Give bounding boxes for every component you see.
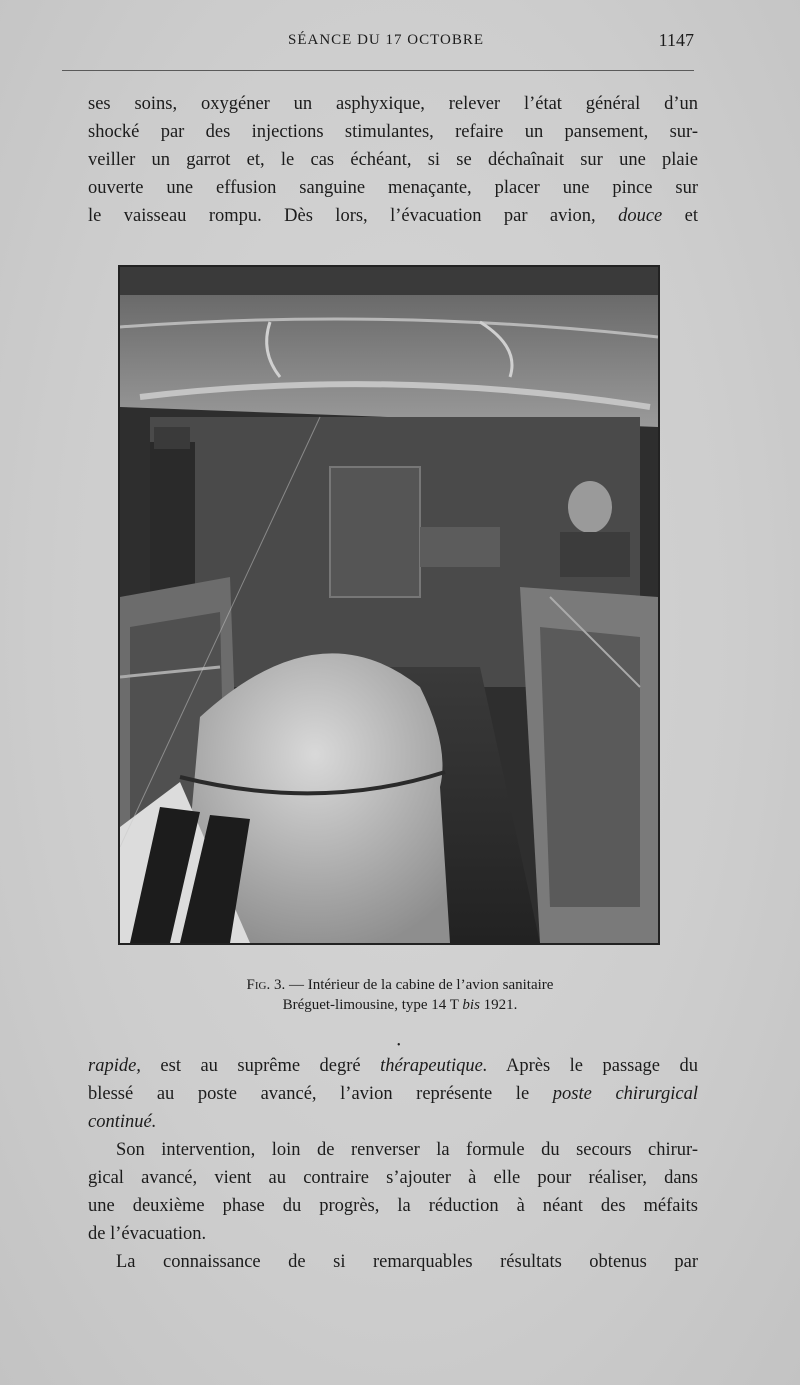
italic-word: rapide, (88, 1056, 141, 1076)
figure-photograph (118, 265, 660, 945)
text-span: et (684, 206, 699, 226)
paragraph-continued (88, 1052, 698, 1136)
text-line: shocké par des injections stimulantes, refaire un pansement, sur- (88, 122, 698, 142)
text-span: le vaisseau rompu. Dès lors, l’évacuation par avion, (88, 206, 596, 226)
paragraph-top (88, 90, 698, 230)
caption-text: Bréguet-limousine, type 14 T (282, 997, 459, 1013)
text-span: Après le passage du (505, 1056, 698, 1076)
paragraph-2 (88, 1136, 698, 1248)
figure-label: Fig. 3. (246, 977, 286, 993)
caption-text: — Intérieur de la cabine de l’avion sanitaire (288, 977, 554, 993)
caption-italic: bis (462, 997, 480, 1013)
cabin-photo-illustration (120, 267, 658, 943)
text-line: gical avancé, vient au contraire s’ajouter à elle pour réaliser, dans (88, 1168, 698, 1188)
text-line: ses soins, oxygéner un asphyxique, relever l’état général d’un (88, 94, 698, 114)
caption-line (150, 995, 650, 1015)
text-line: une deuxième phase du progrès, la réduction à néant des méfaits (88, 1196, 698, 1216)
ornament-dot: • (397, 1040, 401, 1051)
text-line: ouverte une effusion sanguine menaçante, placer une pince sur (88, 178, 698, 198)
italic-word: continué. (88, 1112, 157, 1132)
text-span: blessé au poste avancé, l’avion représente le (88, 1084, 530, 1104)
running-title: SÉANCE DU 17 OCTOBRE (288, 32, 484, 48)
italic-word: poste chirurgical (552, 1084, 699, 1104)
caption-line (247, 977, 554, 993)
text-line: veiller un garrot et, le cas échéant, si se déchaînait sur une plaie (88, 150, 698, 170)
paragraph-3 (88, 1248, 698, 1276)
italic-word: thérapeutique. (380, 1056, 488, 1076)
italic-word: douce (618, 206, 663, 226)
page-number: 1147 (658, 30, 694, 50)
text-line: Son intervention, loin de renverser la formule du secours chirur- (116, 1140, 698, 1160)
text-line (88, 1108, 698, 1136)
page-header (88, 30, 698, 56)
text-line: La connaissance de si remarquables résultats obtenus par (116, 1252, 698, 1272)
text-line (88, 1080, 698, 1108)
figure-caption (150, 975, 650, 1015)
text-line: de l’évacuation. (88, 1224, 207, 1244)
header-rule (62, 70, 694, 71)
caption-text: 1921. (483, 997, 518, 1013)
text-line (88, 202, 698, 230)
text-span: est au suprême degré (160, 1056, 361, 1076)
text-line (88, 1052, 698, 1080)
